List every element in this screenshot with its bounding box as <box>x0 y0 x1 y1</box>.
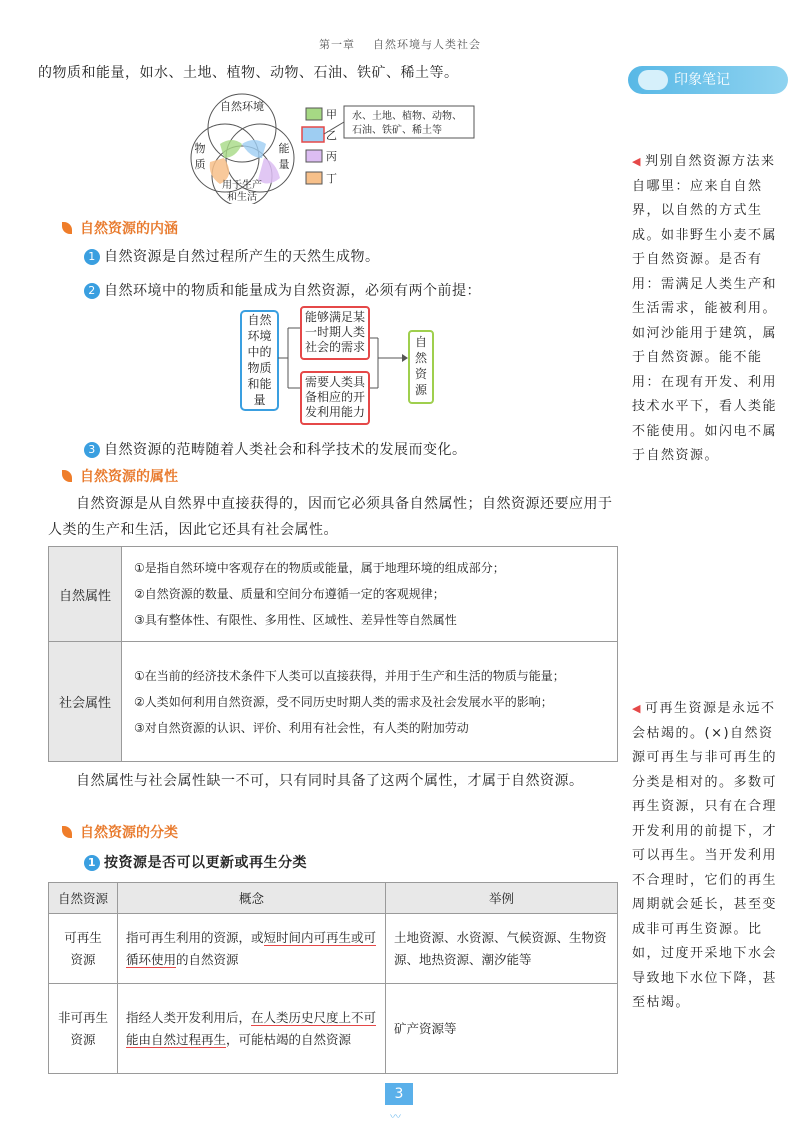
venn-region-yi <box>242 140 266 158</box>
number-badge: 1 <box>84 249 100 265</box>
note-badge-label: 印象笔记 <box>674 72 730 88</box>
venn-bottom-label-1: 用于生产 <box>222 180 262 191</box>
venn-diagram <box>180 92 480 204</box>
section-title-attributes: 自然资源的属性 <box>62 466 178 486</box>
nonrenewable-name: 非可再生 资源 <box>49 984 118 1074</box>
callout-text-1: 水、土地、植物、动物、 <box>352 111 462 122</box>
leaf-icon <box>62 826 72 838</box>
legend-swatch-ding <box>306 172 322 184</box>
venn-bottom-label-2: 和生活 <box>227 192 257 203</box>
venn-right-label-1: 能 <box>278 142 290 155</box>
page-number: 3 <box>385 1083 413 1105</box>
nonrenewable-concept: 指经人类开发利用后，在人类历史尺度上不可能由自然过程再生，可能枯竭的自然资源 <box>118 984 386 1074</box>
chapter-label: 第一章 <box>319 38 355 51</box>
legend-swatch-bing <box>306 150 322 162</box>
natural-attr-label: 自然属性 <box>49 547 122 642</box>
footer-ornament-icon: 〰 <box>390 1110 401 1123</box>
flow-left-box: 自然 环境 中的 物质 和能 量 <box>240 310 279 411</box>
legend-bing: 丙 <box>326 150 337 163</box>
attributes-paragraph: 自然资源是从自然界中直接获得的，因而它必须具备自然属性；自然资源还要应用于人类的生产和生活，因此它还具有社会属性。 <box>48 496 613 538</box>
social-attr-row <box>49 642 618 762</box>
leaf-icon <box>62 470 72 482</box>
venn-top-label: 自然环境 <box>220 100 264 113</box>
sidebar-note-2: ◀ 可再生资源是永远不会枯竭的。(×)自然资源可再生与非可再生的分类是相对的。多数可再生资源，只有在合理开发利用的前提下，才可以再生。当开发利用不合理时，它们的再生周期就会延长，甚至变成非可再生资源。比如，过度开采地下水会导致地下水位下降，甚至枯竭。 <box>632 701 778 1010</box>
legend-ding: 丁 <box>326 172 337 185</box>
table-row <box>49 914 618 984</box>
flow-right-box: 自 然 资 源 <box>408 330 434 404</box>
classification-subtitle: 1 按资源是否可以更新或再生分类 <box>84 850 307 876</box>
venn-right-label-2: 量 <box>278 158 290 171</box>
renewable-name: 可再生 资源 <box>49 914 118 984</box>
note-badge <box>628 66 788 94</box>
natural-attr-content: ①是指自然环境中客观存在的物质或能量，属于地理环境的组成部分； ②自然资源的数量、质量和空间分布遵循一定的客观规律； ③具有整体性、有限性、多用性、区域性、差异性等自然属性 <box>122 547 618 642</box>
legend-yi: 乙 <box>326 129 337 142</box>
venn-left-label-1: 物 <box>194 142 206 155</box>
table-row <box>49 984 618 1074</box>
legend-swatch-yi <box>302 127 324 142</box>
renewable-concept: 指可再生利用的资源，或短时间内可再生或可循环使用的自然资源 <box>118 914 386 984</box>
flow-top-box: 能够满足某 一时期人类 社会的需求 <box>300 306 370 360</box>
legend-swatch-jia <box>306 108 322 120</box>
leaf-icon <box>62 222 72 234</box>
connotation-item-3: 3 自然资源的范畴随着人类社会和科学技术的发展而变化。 <box>84 437 467 463</box>
chapter-title: 自然环境与人类社会 <box>373 38 481 51</box>
legend-jia: 甲 <box>326 108 337 121</box>
venn-region-jia <box>220 140 242 158</box>
connotation-item-2: 2 自然环境中的物质和能量成为自然资源，必须有两个前提： <box>84 278 481 304</box>
number-badge: 2 <box>84 283 100 299</box>
nonrenewable-example: 矿产资源等 <box>386 984 618 1074</box>
social-attr-label: 社会属性 <box>49 642 122 762</box>
number-badge: 1 <box>84 855 100 871</box>
callout-text-2: 石油、铁矿、稀土等 <box>352 125 442 136</box>
running-header <box>0 36 800 52</box>
col-header-concept: 概念 <box>118 883 386 914</box>
renewable-example: 土地资源、水资源、气候资源、生物资源、地热资源、潮汐能等 <box>386 914 618 984</box>
intro-text: 的物质和能量，如水、土地、植物、动物、石油、铁矿、稀土等。 <box>38 65 459 81</box>
number-badge: 3 <box>84 442 100 458</box>
venn-left-label-2: 质 <box>194 158 206 171</box>
flow-bottom-box: 需要人类具 备相应的开 发利用能力 <box>300 371 370 425</box>
social-attr-content: ①在当前的经济技术条件下人类可以直接获得，并用于生产和生活的物质与能量； ②人类如何利用自然资源，受不同历史时期人类的需求及社会发展水平的影响； ③对自然资源的认识、评价、利用有社会性，有人类的附加劳动 <box>122 642 618 762</box>
sidebar-note-1: ◀ 判别自然资源方法来自哪里：应来自自然界，以自然的方式生成。如非野生小麦不属于自然资源。是否有用：需满足人类生产和生活需求，能被利用。如河沙能用于建筑，属于自然资源。能不能用：在现有开发、利用技术水平下，看人类能不能使用。如闪电不属于自然资源。 <box>632 154 778 463</box>
elephant-icon <box>638 70 668 90</box>
attributes-summary: 自然属性与社会属性缺一不可，只有同时具备了这两个属性，才属于自然资源。 <box>76 773 584 789</box>
triangle-marker-icon: ◀ <box>632 155 642 168</box>
natural-attr-row <box>49 547 618 642</box>
classification-table <box>48 882 618 1074</box>
triangle-marker-icon: ◀ <box>632 702 642 715</box>
col-header-resource: 自然资源 <box>49 883 118 914</box>
connotation-item-1: 1 自然资源是自然过程所产生的天然生成物。 <box>84 244 380 270</box>
col-header-example: 举例 <box>386 883 618 914</box>
section-title-classification: 自然资源的分类 <box>62 822 178 842</box>
attributes-table <box>48 546 618 762</box>
table-header-row <box>49 883 618 914</box>
section-title-connotation: 自然资源的内涵 <box>62 218 178 238</box>
